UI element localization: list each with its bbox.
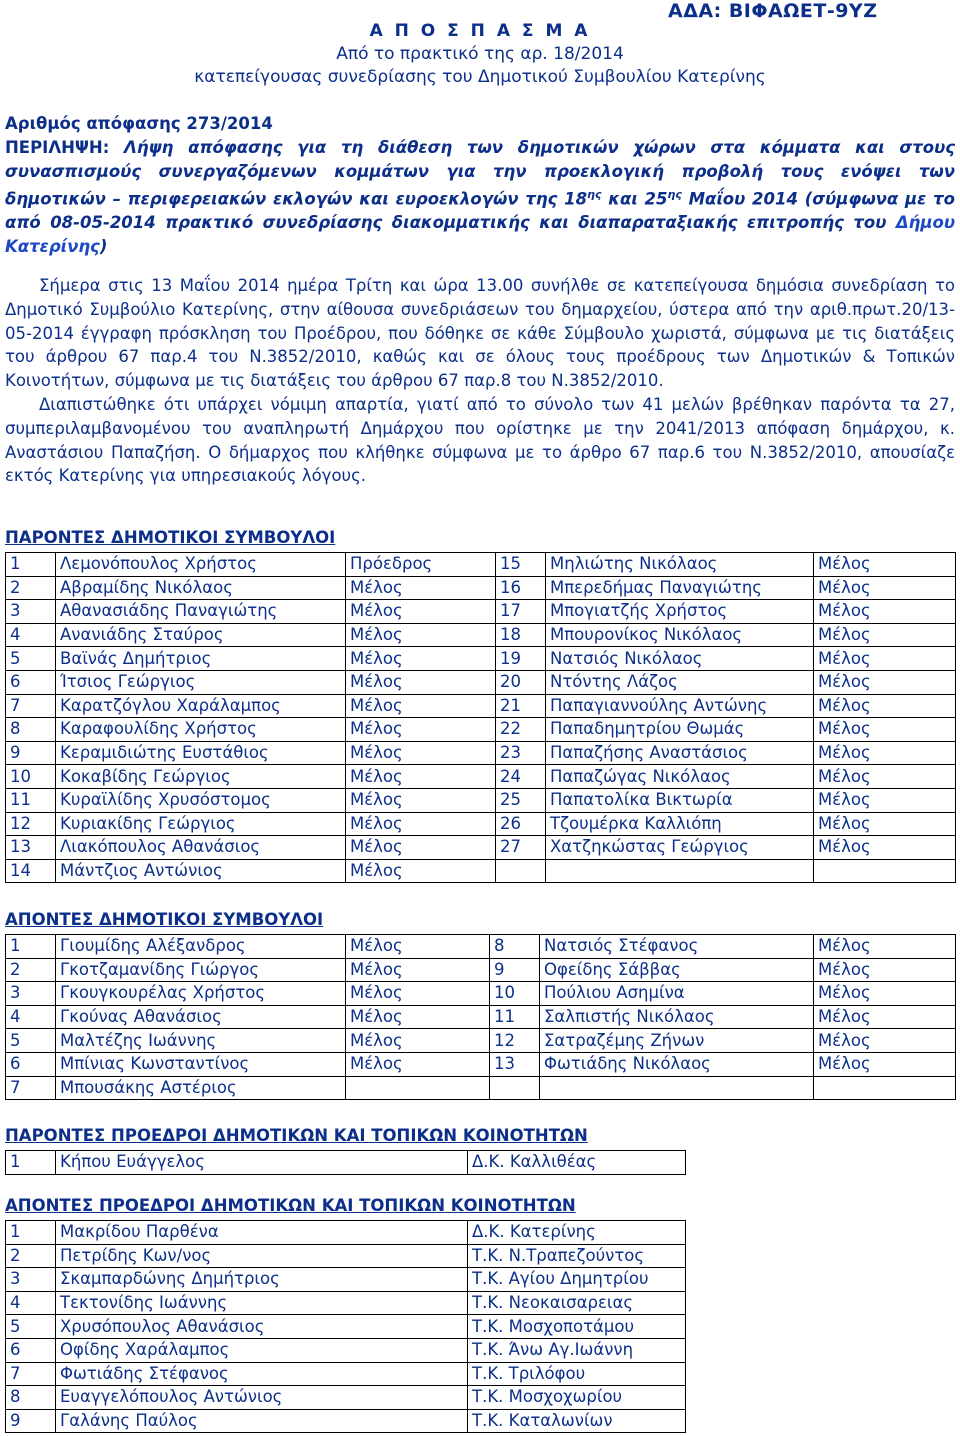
table-cell: 9 bbox=[490, 958, 540, 982]
table-cell: Παπατολίκα Βικτωρία bbox=[546, 788, 814, 812]
absent-president-row bbox=[6, 1221, 686, 1245]
table-cell bbox=[814, 859, 956, 883]
table-cell: 8 bbox=[6, 1386, 56, 1410]
table-cell: 22 bbox=[496, 718, 546, 742]
table-cell: Μέλος bbox=[814, 741, 956, 765]
table-cell: 3 bbox=[6, 982, 56, 1006]
table-cell: Δ.Κ. Κατερίνης bbox=[468, 1221, 686, 1245]
table-cell: Σατραζέμης Ζήνων bbox=[540, 1029, 814, 1053]
session-description: κατεπείγουσας συνεδρίασης του Δημοτικού Συμβουλίου Κατερίνης bbox=[194, 67, 766, 87]
absent-president-row bbox=[6, 1386, 686, 1410]
table-cell: 1 bbox=[6, 1151, 56, 1175]
table-cell: Μαλτέζης Ιωάννης bbox=[56, 1029, 346, 1053]
table-cell: 26 bbox=[496, 812, 546, 836]
table-cell: 6 bbox=[6, 1338, 56, 1362]
table-cell: 7 bbox=[6, 694, 56, 718]
table-cell: Μάντζιος Αντώνιος bbox=[56, 859, 346, 883]
table-cell: Τ.Κ. Αγίου Δημητρίου bbox=[468, 1268, 686, 1292]
table-cell: Γκοτζαμανίδης Γιώργος bbox=[56, 958, 346, 982]
table-cell: 4 bbox=[6, 623, 56, 647]
table-cell: 6 bbox=[6, 1052, 56, 1076]
table-cell: 12 bbox=[490, 1029, 540, 1053]
absent-councillor-row bbox=[6, 982, 956, 1006]
table-cell: Καραφουλίδης Χρήστος bbox=[56, 718, 346, 742]
table-cell: 6 bbox=[6, 670, 56, 694]
table-cell: Μέλος bbox=[814, 765, 956, 789]
present-councillor-row bbox=[6, 553, 956, 577]
table-cell: Γαλάνης Παύλος bbox=[56, 1409, 468, 1433]
table-cell: Δ.Κ. Καλλιθέας bbox=[468, 1151, 686, 1175]
table-cell: 17 bbox=[496, 600, 546, 624]
table-cell: Μηλιώτης Νικόλαος bbox=[546, 553, 814, 577]
table-cell: Οφίδης Χαράλαμπος bbox=[56, 1338, 468, 1362]
table-cell: Μακρίδου Παρθένα bbox=[56, 1221, 468, 1245]
table-cell: Παπαγιαννούλης Αντώνης bbox=[546, 694, 814, 718]
table-cell: 10 bbox=[6, 765, 56, 789]
table-cell: Μέλος bbox=[346, 982, 490, 1006]
table-cell: Μέλος bbox=[346, 576, 496, 600]
table-cell: 3 bbox=[6, 600, 56, 624]
table-cell: 11 bbox=[490, 1005, 540, 1029]
table-cell: Καρατζόγλου Χαράλαμπος bbox=[56, 694, 346, 718]
table-cell: Οφείδης Σάββας bbox=[540, 958, 814, 982]
table-cell: Λιακόπουλος Αθανάσιος bbox=[56, 836, 346, 860]
table-cell: Τ.Κ. Τριλόφου bbox=[468, 1362, 686, 1386]
body-paragraph-1: Σήμερα στις 13 Μαΐου 2014 ημέρα Τρίτη και ώρα 13.00 συνήλθε σε κατεπείγουσα δημόσια συνεδρίαση το Δημοτικό Συμβούλιο Κατερίνης, στην αίθουσα συνεδριάσεων του δημαρχείου, ύστερα από την αριθ.πρωτ.20/13-05-2014 έγγραφη πρόσκληση του Προέδρου, που δόθηκε σε κάθε Σύμβουλο χωριστά, σύμφωνα με τις διατάξεις του άρθρου 67 παρ.4 του Ν.3852/2010, καθώς και σε όλους τους προέδρους των Δημοτικών & Τοπικών Κοινοτήτων, σύμφωνα με τις διατάξεις του άρθρου 67 παρ.8 του Ν.3852/2010. bbox=[5, 276, 955, 391]
table-cell: Μέλος bbox=[346, 647, 496, 671]
table-cell: Μέλος bbox=[814, 647, 956, 671]
table-cell: 2 bbox=[6, 576, 56, 600]
minutes-body bbox=[5, 274, 955, 488]
table-cell: Μέλος bbox=[346, 788, 496, 812]
table-cell: 25 bbox=[496, 788, 546, 812]
table-cell: 5 bbox=[6, 1315, 56, 1339]
table-cell: Μέλος bbox=[814, 982, 956, 1006]
absent-councillor-row bbox=[6, 958, 956, 982]
table-cell: Φωτιάδης Νικόλαος bbox=[540, 1052, 814, 1076]
table-cell bbox=[490, 1076, 540, 1100]
decision-summary bbox=[5, 136, 955, 258]
summary-text-c: Μαΐου 2014 (σύμφωνα με το από 08-05-2014 πρακτικό συνεδρίασης διακομματικής και διαπαραταξιακής επιτροπής του bbox=[5, 189, 955, 232]
summary-sup-1: ης bbox=[587, 188, 602, 201]
table-cell: Μπίνιας Κωνσταντίνος bbox=[56, 1052, 346, 1076]
table-cell: Λεμονόπουλος Χρήστος bbox=[56, 553, 346, 577]
table-cell: Μέλος bbox=[346, 1052, 490, 1076]
table-cell: Μέλος bbox=[346, 836, 496, 860]
present-councillor-row bbox=[6, 670, 956, 694]
table-cell: Τ.Κ. Μοσχοχωρίου bbox=[468, 1386, 686, 1410]
table-cell: Τ.Κ. Μοσχοποτάμου bbox=[468, 1315, 686, 1339]
table-cell: 9 bbox=[6, 1409, 56, 1433]
present-councillor-row bbox=[6, 647, 956, 671]
absent-president-row bbox=[6, 1268, 686, 1292]
table-cell: 8 bbox=[490, 935, 540, 959]
table-cell: Μπογιατζής Χρήστος bbox=[546, 600, 814, 624]
table-cell: 1 bbox=[6, 553, 56, 577]
table-cell: Τ.Κ. Ν.Τραπεζούντος bbox=[468, 1244, 686, 1268]
table-cell: Τ.Κ. Καταλωνίων bbox=[468, 1409, 686, 1433]
table-cell: Μπερεδήμας Παναγιώτης bbox=[546, 576, 814, 600]
present-presidents-title: ΠΑΡΟΝΤΕΣ ΠΡΟΕΔΡΟΙ ΔΗΜΟΤΙΚΩΝ ΚΑΙ ΤΟΠΙΚΩΝ ΚΟΙΝΟΤΗΤΩΝ bbox=[5, 1126, 588, 1145]
table-cell: Κυραϊλίδης Χρυσόστομος bbox=[56, 788, 346, 812]
table-cell: Γκούνας Αθανάσιος bbox=[56, 1005, 346, 1029]
present-councillors-table bbox=[5, 552, 956, 883]
minutes-reference: Από το πρακτικό της αρ. 18/2014 bbox=[336, 44, 624, 64]
table-cell: Μέλος bbox=[346, 935, 490, 959]
summary-label: ΠΕΡΙΛΗΨΗ: bbox=[5, 138, 110, 157]
table-cell: Μέλος bbox=[346, 741, 496, 765]
table-cell bbox=[546, 859, 814, 883]
table-cell: Μέλος bbox=[814, 935, 956, 959]
table-cell: Μέλος bbox=[814, 694, 956, 718]
table-cell: 5 bbox=[6, 647, 56, 671]
table-cell: Μπουρονίκος Νικόλαος bbox=[546, 623, 814, 647]
table-cell bbox=[540, 1076, 814, 1100]
table-cell: Φωτιάδης Στέφανος bbox=[56, 1362, 468, 1386]
table-cell: Πετρίδης Κων/νος bbox=[56, 1244, 468, 1268]
table-cell: Νατσιός Στέφανος bbox=[540, 935, 814, 959]
table-cell bbox=[496, 859, 546, 883]
table-cell: Κυριακίδης Γεώργιος bbox=[56, 812, 346, 836]
present-councillor-row bbox=[6, 718, 956, 742]
table-cell: Μέλος bbox=[814, 1052, 956, 1076]
table-cell: 13 bbox=[6, 836, 56, 860]
present-councillor-row bbox=[6, 741, 956, 765]
table-cell: Παπαζήσης Αναστάσιος bbox=[546, 741, 814, 765]
table-cell: Γκουγκουρέλας Χρήστος bbox=[56, 982, 346, 1006]
table-cell: Αβραμίδης Νικόλαος bbox=[56, 576, 346, 600]
present-councillor-row bbox=[6, 600, 956, 624]
table-cell: Μέλος bbox=[346, 1005, 490, 1029]
table-cell: 12 bbox=[6, 812, 56, 836]
table-cell: 13 bbox=[490, 1052, 540, 1076]
table-cell: 7 bbox=[6, 1362, 56, 1386]
present-president-row bbox=[6, 1151, 686, 1175]
table-cell: 14 bbox=[6, 859, 56, 883]
table-cell: Μέλος bbox=[346, 600, 496, 624]
table-cell: Χρυσόπουλος Αθανάσιος bbox=[56, 1315, 468, 1339]
table-cell: Μέλος bbox=[814, 812, 956, 836]
table-cell: Γιουμίδης Αλέξανδρος bbox=[56, 935, 346, 959]
absent-president-row bbox=[6, 1362, 686, 1386]
document-title: Α Π Ο Σ Π Α Σ Μ Α bbox=[369, 21, 591, 41]
table-cell: 8 bbox=[6, 718, 56, 742]
table-cell: Πρόεδρος bbox=[346, 553, 496, 577]
table-cell: Μέλος bbox=[814, 958, 956, 982]
table-cell: Ίτσιος Γεώργιος bbox=[56, 670, 346, 694]
table-cell: Τ.Κ. Νεοκαισαρειας bbox=[468, 1291, 686, 1315]
table-cell: Μέλος bbox=[814, 670, 956, 694]
table-cell: 23 bbox=[496, 741, 546, 765]
present-councillor-row bbox=[6, 765, 956, 789]
table-cell: Βαϊνάς Δημήτριος bbox=[56, 647, 346, 671]
absent-presidents-title: ΑΠΟΝΤΕΣ ΠΡΟΕΔΡΟΙ ΔΗΜΟΤΙΚΩΝ ΚΑΙ ΤΟΠΙΚΩΝ ΚΟΙΝΟΤΗΤΩΝ bbox=[5, 1196, 576, 1215]
table-cell: 21 bbox=[496, 694, 546, 718]
absent-councillor-row bbox=[6, 1052, 956, 1076]
table-cell: 3 bbox=[6, 1268, 56, 1292]
table-cell: Χατζηκώστας Γεώργιος bbox=[546, 836, 814, 860]
present-councillor-row bbox=[6, 576, 956, 600]
table-cell: Μέλος bbox=[346, 694, 496, 718]
table-cell: 4 bbox=[6, 1291, 56, 1315]
present-councillor-row bbox=[6, 836, 956, 860]
body-paragraph-2: Διαπιστώθηκε ότι υπάρχει νόμιμη απαρτία, γιατί από το σύνολο των 41 μελών βρέθηκαν παρόντα τα 27, συμπεριλαμβανομένου του αναπληρωτή Δημάρχου που ορίστηκε με την 2041/2013 απόφαση δημάρχου, κ. Αναστάσιου Παπαζήση. Ο δήμαρχος που κλήθηκε σύμφωνα με το άρθρο 67 παρ.6 του Ν.3852/2010, απουσίαζε εκτός Κατερίνης για υπηρεσιακούς λόγους. bbox=[5, 394, 955, 486]
absent-councillors-title: ΑΠΟΝΤΕΣ ΔΗΜΟΤΙΚΟΙ ΣΥΜΒΟΥΛΟΙ bbox=[5, 910, 324, 929]
table-cell: Νατσιός Νικόλαος bbox=[546, 647, 814, 671]
table-cell: Μέλος bbox=[346, 765, 496, 789]
absent-president-row bbox=[6, 1338, 686, 1362]
table-cell: Μπουσάκης Αστέριος bbox=[56, 1076, 346, 1100]
table-cell: Μέλος bbox=[346, 1029, 490, 1053]
table-cell: Μέλος bbox=[814, 1029, 956, 1053]
absent-councillors-table bbox=[5, 934, 956, 1100]
table-cell bbox=[814, 1076, 956, 1100]
table-cell: Μέλος bbox=[814, 836, 956, 860]
absent-president-row bbox=[6, 1409, 686, 1433]
table-cell bbox=[346, 1076, 490, 1100]
table-cell: 16 bbox=[496, 576, 546, 600]
table-cell: 5 bbox=[6, 1029, 56, 1053]
table-cell: Μέλος bbox=[814, 623, 956, 647]
table-cell: Αθανασιάδης Παναγιώτης bbox=[56, 600, 346, 624]
table-cell: 7 bbox=[6, 1076, 56, 1100]
summary-text-e: ) bbox=[99, 236, 108, 256]
table-cell: 1 bbox=[6, 935, 56, 959]
summary-text-a: Λήψη απόφασης για τη διάθεση των δημοτικών χώρων στα κόμματα και στους συνασπισμούς συνεργαζόμενων κομμάτων για την προεκλογική προβολή τους ενόψει των δημοτικών – περιφερειακών εκλογών και ευροεκλογών της 18 bbox=[5, 138, 955, 209]
table-cell: Μέλος bbox=[814, 718, 956, 742]
table-cell: Παπαζώγας Νικόλαος bbox=[546, 765, 814, 789]
absent-councillor-row bbox=[6, 935, 956, 959]
table-cell: 1 bbox=[6, 1221, 56, 1245]
absent-president-row bbox=[6, 1244, 686, 1268]
absent-councillor-row bbox=[6, 1005, 956, 1029]
table-cell: Μέλος bbox=[346, 623, 496, 647]
table-cell: 27 bbox=[496, 836, 546, 860]
absent-councillor-row bbox=[6, 1029, 956, 1053]
table-cell: 10 bbox=[490, 982, 540, 1006]
table-cell: Παπαδημητρίου Θωμάς bbox=[546, 718, 814, 742]
table-cell: Μέλος bbox=[346, 958, 490, 982]
absent-presidents-table bbox=[5, 1220, 686, 1433]
present-councillors-title: ΠΑΡΟΝΤΕΣ ΔΗΜΟΤΙΚΟΙ ΣΥΜΒΟΥΛΟΙ bbox=[5, 528, 336, 547]
table-cell: 19 bbox=[496, 647, 546, 671]
table-cell: Σκαμπαρδώνης Δημήτριος bbox=[56, 1268, 468, 1292]
table-cell: Μέλος bbox=[814, 1005, 956, 1029]
summary-text-d: Δήμου Κατερίνης bbox=[5, 213, 955, 256]
table-cell: Μέλος bbox=[346, 718, 496, 742]
table-cell: Μέλος bbox=[814, 600, 956, 624]
table-cell: Τζουμέρκα Καλλιόπη bbox=[546, 812, 814, 836]
absent-president-row bbox=[6, 1315, 686, 1339]
table-cell: Μέλος bbox=[346, 812, 496, 836]
table-cell: Μέλος bbox=[814, 576, 956, 600]
present-councillor-row bbox=[6, 623, 956, 647]
absent-president-row bbox=[6, 1291, 686, 1315]
decision-number: Αριθμός απόφασης 273/2014 bbox=[5, 114, 273, 133]
table-cell: Τεκτονίδης Ιωάννης bbox=[56, 1291, 468, 1315]
present-councillor-row bbox=[6, 788, 956, 812]
table-cell: 20 bbox=[496, 670, 546, 694]
table-cell: Μέλος bbox=[814, 553, 956, 577]
table-cell: Κήπου Ευάγγελος bbox=[56, 1151, 468, 1175]
table-cell: Κοκαβίδης Γεώργιος bbox=[56, 765, 346, 789]
table-cell: 24 bbox=[496, 765, 546, 789]
table-cell: Ευαγγελόπουλος Αντώνιος bbox=[56, 1386, 468, 1410]
present-councillor-row bbox=[6, 859, 956, 883]
table-cell: Κεραμιδιώτης Ευστάθιος bbox=[56, 741, 346, 765]
present-presidents-table bbox=[5, 1150, 686, 1175]
table-cell: 11 bbox=[6, 788, 56, 812]
table-cell: 15 bbox=[496, 553, 546, 577]
table-cell: Μέλος bbox=[814, 788, 956, 812]
table-cell: Σαλπιστής Νικόλαος bbox=[540, 1005, 814, 1029]
table-cell: Μέλος bbox=[346, 670, 496, 694]
table-cell: Ανανιάδης Σταύρος bbox=[56, 623, 346, 647]
summary-text-b: και 25 bbox=[601, 189, 668, 209]
table-cell: 2 bbox=[6, 958, 56, 982]
table-cell: 2 bbox=[6, 1244, 56, 1268]
table-cell: Πούλιου Ασημίνα bbox=[540, 982, 814, 1006]
present-councillor-row bbox=[6, 812, 956, 836]
table-cell: 4 bbox=[6, 1005, 56, 1029]
table-cell: 18 bbox=[496, 623, 546, 647]
table-cell: Μέλος bbox=[346, 859, 496, 883]
table-cell: 9 bbox=[6, 741, 56, 765]
table-cell: Τ.Κ. Άνω Αγ.Ιωάννη bbox=[468, 1338, 686, 1362]
present-councillor-row bbox=[6, 694, 956, 718]
table-cell: Ντόντης Λάζος bbox=[546, 670, 814, 694]
summary-sup-2: ης bbox=[667, 188, 682, 201]
ada-code: ΑΔΑ: ΒΙΦΑΩΕΤ-9ΥΖ bbox=[668, 0, 878, 22]
absent-councillor-row bbox=[6, 1076, 956, 1100]
